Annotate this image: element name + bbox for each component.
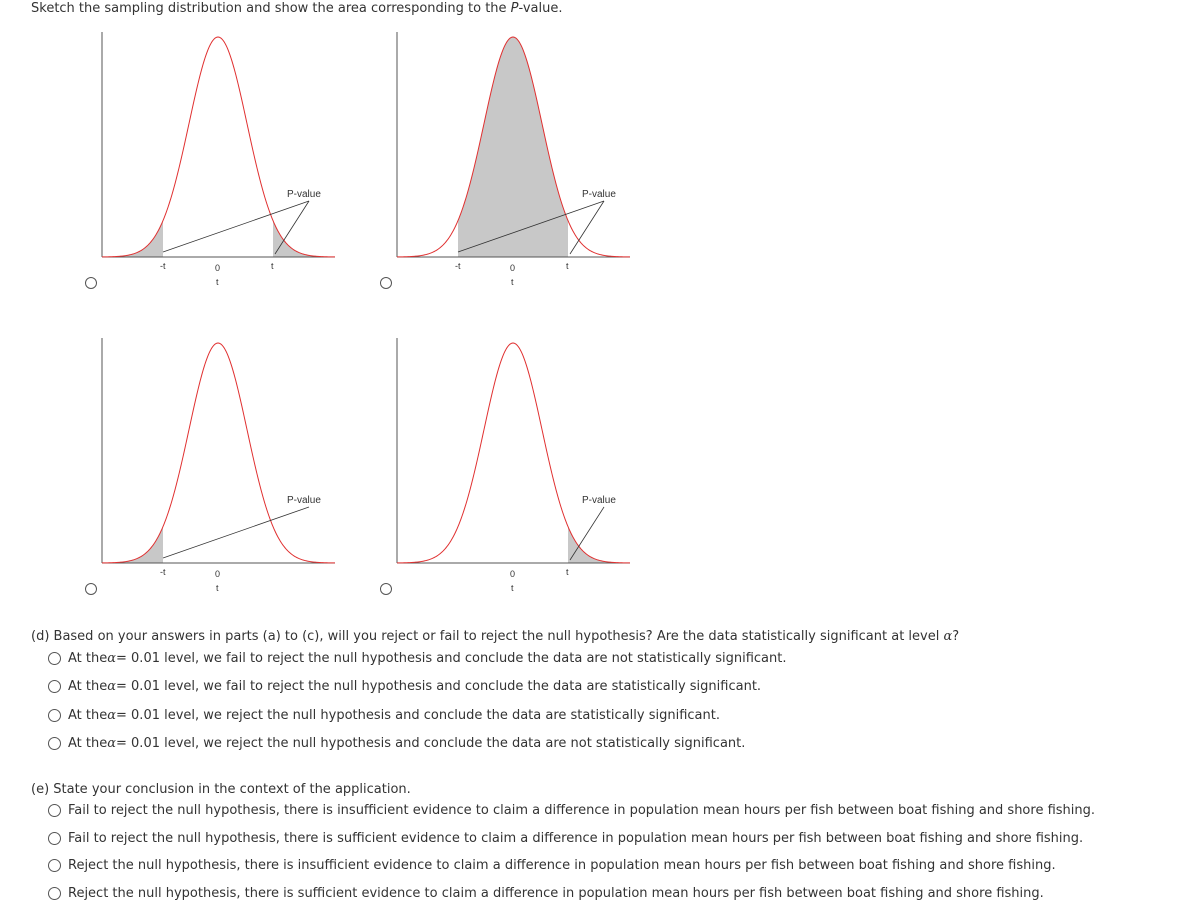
part-d-option-1-alpha: α [107,650,117,666]
pointer-line-right [570,201,604,254]
plot-radio-top-left[interactable] [85,277,97,289]
pvalue-label: P-value [287,495,321,506]
part-d-option-1[interactable] [48,649,786,667]
tick-pos-label: t [271,261,274,271]
part-e-option-3-label: Reject the null hypothesis, there is insufficient evidence to claim a difference in population mean hours per fish between boat fishing and shore fishing. [68,857,1056,873]
part-d-option-4[interactable] [48,734,745,752]
part-e-option-1-label: Fail to reject the null hypothesis, there is insufficient evidence to claim a difference in population mean hours per fish between boat fishing and shore fishing. [68,802,1096,818]
part-d-option-2-post: = 0.01 level, we fail to reject the null hypothesis and conclude the data are statistically significant. [116,678,762,694]
tick-neg-label: -t [160,261,166,271]
tick-neg-label: -t [455,261,461,271]
pvalue-label: P-value [582,495,616,506]
tick-zero-label: 0 [510,569,516,579]
part-d-option-1-post: = 0.01 level, we fail to reject the null hypothesis and conclude the data are not statistically significant. [116,650,787,666]
density-curve [102,343,335,563]
part-d-option-3-radio[interactable] [48,709,61,722]
part-d-question-suffix: ? [952,629,960,644]
part-e-option-3-radio[interactable] [48,859,61,872]
part-e-option-4-label: Reject the null hypothesis, there is sufficient evidence to claim a difference in population mean hours per fish between boat fishing and shore fishing. [68,885,1044,901]
axis-t-label: t [511,277,514,287]
part-e-question: (e) State your conclusion in the context of the application. [31,782,411,797]
plot-bottom-right [397,338,630,593]
tick-neg-label: -t [160,567,166,577]
part-e-option-2-label: Fail to reject the null hypothesis, there is sufficient evidence to claim a difference in population mean hours per fish between boat fishing and shore fishing. [68,830,1084,846]
part-e-option-4-radio[interactable] [48,887,61,900]
plot-radio-bottom-right[interactable] [380,583,392,595]
pvalue-label: P-value [287,189,321,200]
part-e-option-1-radio[interactable] [48,804,61,817]
part-d-option-2-alpha: α [107,678,117,694]
axis-t-label: t [216,277,219,287]
plot-radio-top-right[interactable] [380,277,392,289]
tick-zero-label: 0 [510,263,516,273]
tick-zero-label: 0 [215,569,221,579]
part-d-option-2[interactable] [48,677,761,695]
part-e-option-2[interactable] [48,829,1083,847]
density-curve [397,343,630,563]
part-d-option-1-radio[interactable] [48,652,61,665]
tick-pos-label: t [566,261,569,271]
part-e-option-1[interactable] [48,801,1095,819]
part-d-question-prefix: (d) Based on your answers in parts (a) to (c), will you reject or fail to reject the null hypothesis? Are the data statistically significant at level [31,629,944,644]
plot-bottom-left [102,338,335,593]
part-d-option-4-post: = 0.01 level, we reject the null hypothesis and conclude the data are not statistically significant. [116,735,746,751]
part-d-option-2-radio[interactable] [48,680,61,693]
part-e-option-4[interactable] [48,884,1044,902]
plot-radio-bottom-left[interactable] [85,583,97,595]
axis-t-label: t [216,583,219,593]
part-d-option-4-alpha: α [107,735,117,751]
pointer-line-right [570,507,604,560]
part-d-option-3-pre: At the [68,707,108,723]
tick-zero-label: 0 [215,263,221,273]
part-d-question [31,629,959,644]
part-d-option-1-pre: At the [68,650,108,666]
plot-top-right [397,32,630,287]
part-d-option-2-pre: At the [68,678,108,694]
part-e-option-2-radio[interactable] [48,832,61,845]
part-d-option-3-alpha: α [107,707,117,723]
part-d-option-4-radio[interactable] [48,737,61,750]
instruction-suffix: -value. [518,1,563,16]
tick-pos-label: t [566,567,569,577]
part-d-option-4-pre: At the [68,735,108,751]
pointer-line-right [275,201,309,254]
part-d-alpha: α [943,629,953,644]
axis-t-label: t [511,583,514,593]
part-d-option-3-post: = 0.01 level, we reject the null hypothesis and conclude the data are statistically significant. [116,707,720,723]
instruction-prefix: Sketch the sampling distribution and show the area corresponding to the [31,1,511,16]
instruction-p-italic: P [510,1,519,16]
pvalue-label: P-value [582,189,616,200]
shaded-center [458,37,568,257]
part-d-option-3[interactable] [48,706,720,724]
part-e-option-3[interactable] [48,856,1056,874]
plot-top-left [102,32,335,287]
density-curve [102,37,335,257]
